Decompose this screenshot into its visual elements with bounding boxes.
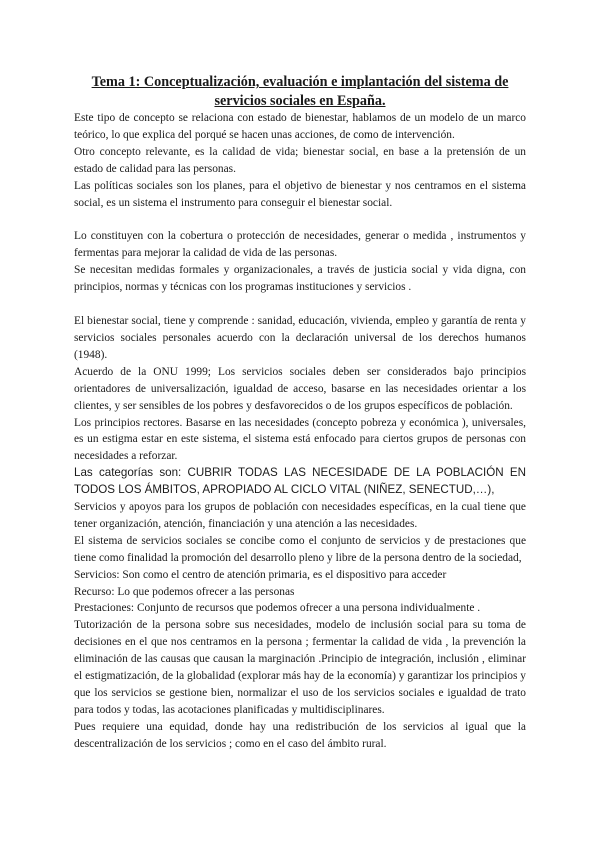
paragraph: Los principios rectores. Basarse en las necesidades (concepto pobreza y económica ), universales, es un estigma estar en este sistema, el sistema está enfocado para ciertos grupos de personas con necesidades a reforzar.: [74, 416, 526, 463]
document-body: [74, 110, 526, 753]
paragraph: Acuerdo de la ONU 1999; Los servicios sociales deben ser considerados bajo principios orientadores de universalización, igualdad de acceso, basarse en las necesidades orientar a los clientes, y ser sensibles de los pobres y desfavorecidos o de los grupos específicos de población.: [74, 365, 526, 412]
paragraph: Se necesitan medidas formales y organizacionales, a través de justicia social y vida digna, con principios, normas y técnicas con los programas instituciones y servicios .: [74, 264, 526, 294]
paragraph: Las categorías son: CUBRIR TODAS LAS NECESIDADE DE LA POBLACIÓN EN TODOS LOS ÁMBITOS, APROPIADO AL CICLO VITAL (NIÑEZ, SENECTUD,…),: [74, 466, 526, 497]
paragraph: Servicios y apoyos para los grupos de población con necesidades específicas, en la cual tiene que tener organización, atención, financiación y una atención a las necesidades.: [74, 501, 526, 530]
paragraph: Este tipo de concepto se relaciona con estado de bienestar, hablamos de un modelo de un marco teórico, lo que explica del porqué se hacen unas acciones, de como de intervención.: [74, 112, 526, 141]
paragraph-gap: [74, 211, 526, 228]
paragraph: El sistema de servicios sociales se concibe como el conjunto de servicios y de prestaciones que tiene como finalidad la promoción del desarrollo pleno y libre de la persona dentro de la sociedad,: [74, 534, 526, 564]
paragraph: Tutorización de la persona sobre sus necesidades, modelo de inclusión social para su toma de decisiones en el que nos centramos en la persona ; fermentar la calidad de vida , la prevención la eliminación de las causas que causan la marginación .Principio de integración, inclusión , eliminar el estigmatización, de la globalidad (explorar más hay de la economía) y garantizar los principios y que los servicios se gestione bien, normalizar el uso de los servicios sociales e igualdad de trato para todos y todas, las acotaciones planificadas y multidisciplinares.: [74, 619, 526, 716]
paragraph: Servicios: Son como el centro de atención primaria, es el dispositivo para acceder: [74, 568, 447, 581]
paragraph: Prestaciones: Conjunto de recursos que podemos ofrecer a una persona individualmente .: [74, 602, 481, 615]
paragraph: El bienestar social, tiene y comprende : sanidad, educación, vivienda, empleo y garantía de renta y servicios sociales personales acuerdo con la declaración universal de los derechos humanos (1948).: [74, 315, 526, 361]
page-title: Tema 1: Conceptualización, evaluación e implantación del sistema de servicios sociales en España.: [91, 74, 509, 109]
paragraph: Lo constituyen con la cobertura o protección de necesidades, generar o medida , instrumentos y fermentas para mejorar la calidad de vida de las personas.: [74, 230, 526, 260]
paragraph-gap: [74, 296, 526, 313]
paragraph: Las políticas sociales son los planes, para el objetivo de bienestar y nos centramos en el sistema social, es un sistema el instrumento para conseguir el bienestar social.: [74, 179, 526, 209]
paragraph: Recurso: Lo que podemos ofrecer a las personas: [74, 585, 295, 598]
paragraph: Pues requiere una equidad, donde hay una redistribución de los servicios al igual que la descentralización de los servicios ; como en el caso del ámbito rural.: [74, 720, 526, 750]
paragraph: Otro concepto relevante, es la calidad de vida; bienestar social, en base a la pretensión de un estado de calidad para las personas.: [74, 145, 526, 175]
